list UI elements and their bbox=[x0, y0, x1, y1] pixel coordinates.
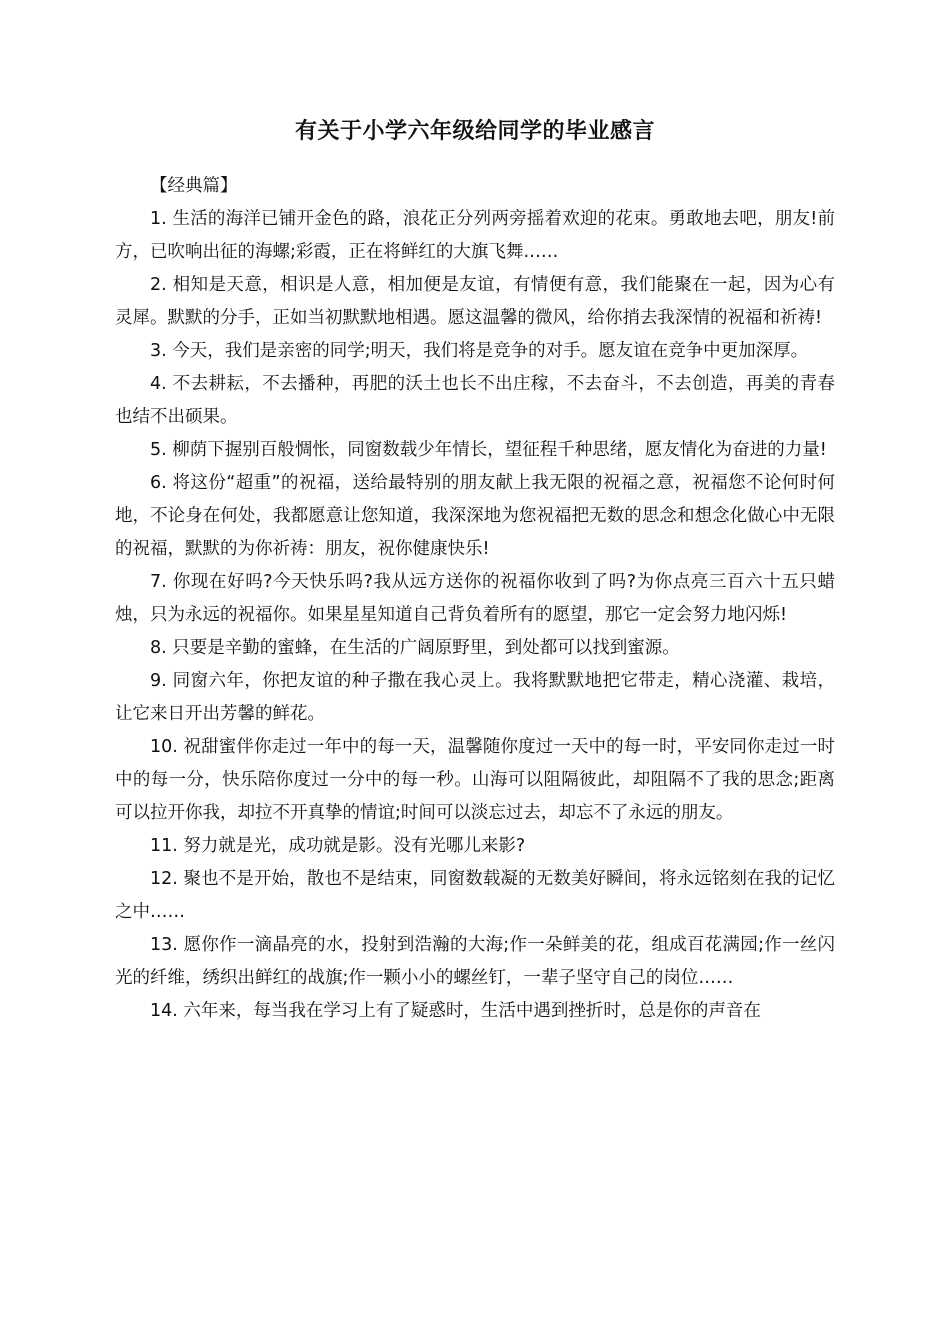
paragraph-13: 13. 愿你作一滴晶亮的水，投射到浩瀚的大海;作一朵鲜美的花，组成百花满园;作一丝闪光的纤维，绣织出鲜红的战旗;作一颗小小的螺丝钉，一辈子坚守自己的岗位…… bbox=[115, 935, 835, 988]
paragraph-7: 7. 你现在好吗?今天快乐吗?我从远方送你的祝福你收到了吗?为你点亮三百六十五只蜡烛，只为永远的祝福你。如果星星知道自己背负着所有的愿望，那它一定会努力地闪烁! bbox=[115, 572, 835, 625]
paragraph-1: 1. 生活的海洋已铺开金色的路，浪花正分列两旁摇着欢迎的花束。勇敢地去吧，朋友!前方，已吹响出征的海螺;彩霞，正在将鲜红的大旗飞舞…… bbox=[115, 209, 835, 262]
paragraph-11: 11. 努力就是光，成功就是影。没有光哪儿来影? bbox=[150, 836, 526, 856]
document-title: 有关于小学六年级给同学的毕业感言 bbox=[294, 119, 655, 144]
paragraph-9: 9. 同窗六年，你把友谊的种子撒在我心灵上。我将默默地把它带走，精心浇灌、栽培，让它来日开出芳馨的鲜花。 bbox=[115, 671, 835, 724]
paragraph-12: 12. 聚也不是开始，散也不是结束，同窗数载凝的无数美好瞬间，将永远铭刻在我的记忆之中…… bbox=[115, 869, 835, 922]
paragraph-3: 3. 今天，我们是亲密的同学;明天，我们将是竞争的对手。愿友谊在竞争中更加深厚。 bbox=[150, 341, 809, 361]
paragraph-8: 8. 只要是辛勤的蜜蜂，在生活的广阔原野里，到处都可以找到蜜源。 bbox=[150, 638, 680, 658]
paragraph-10: 10. 祝甜蜜伴你走过一年中的每一天，温馨随你度过一天中的每一时，平安同你走过一时中的每一分，快乐陪你度过一分中的每一秒。山海可以阻隔彼此，却阻隔不了我的思念;距离可以拉开你我，却拉不开真挚的情谊;时间可以淡忘过去，却忘不了永远的朋友。 bbox=[115, 737, 835, 823]
paragraph-5: 5. 柳荫下握别百般惆怅，同窗数载少年情长，望征程千种思绪，愿友情化为奋进的力量! bbox=[150, 440, 827, 460]
section-heading: 【经典篇】 bbox=[150, 176, 238, 196]
paragraph-14: 14. 六年来，每当我在学习上有了疑惑时，生活中遇到挫折时，总是你的声音在 bbox=[150, 1001, 761, 1021]
paragraph-2: 2. 相知是天意，相识是人意，相加便是友谊，有情便有意，我们能聚在一起，因为心有灵犀。默默的分手，正如当初默默地相遇。愿这温馨的微风，给你捎去我深情的祝福和祈祷! bbox=[115, 275, 835, 328]
paragraph-6: 6. 将这份“超重”的祝福，送给最特别的朋友献上我无限的祝福之意，祝福您不论何时何地，不论身在何处，我都愿意让您知道，我深深地为您祝福把无数的思念和想念化做心中无限的祝福，默默的为你祈祷：朋友，祝你健康快乐! bbox=[115, 473, 835, 559]
document-body bbox=[115, 170, 835, 1028]
paragraph-4: 4. 不去耕耘，不去播种，再肥的沃土也长不出庄稼，不去奋斗，不去创造，再美的青春也结不出硕果。 bbox=[115, 374, 835, 427]
